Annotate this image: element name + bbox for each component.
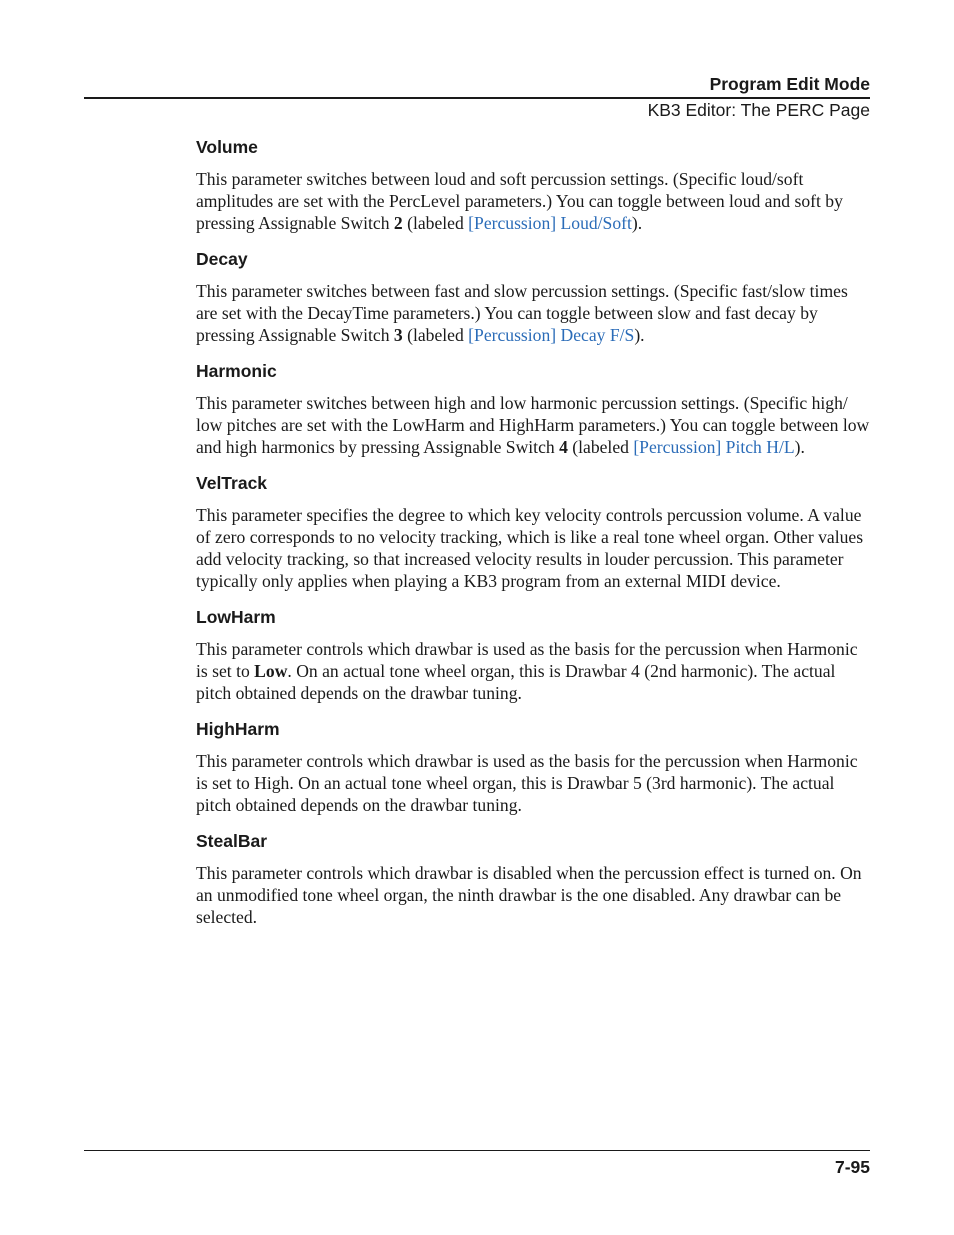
param-heading: Harmonic (196, 361, 277, 381)
section-title: KB3 Editor: The PERC Page (647, 100, 870, 120)
param-lowharm (196, 607, 872, 704)
param-heading: HighHarm (196, 719, 280, 739)
switch-label-link[interactable]: [Percussion] Pitch H/L (633, 437, 795, 457)
param-volume (196, 137, 872, 234)
switch-label-link[interactable]: [Percussion] Loud/Soft (468, 213, 632, 233)
param-description: This parameter switches between loud and soft percussion settings. (Specific loud/soft amplitudes are set with the PercLevel parameters.) You can toggle between loud and soft by pressing Assignable Switch 2 (labeled [Percussion] Loud/Soft). (196, 169, 843, 233)
switch-label-link[interactable]: [Percussion] Decay F/S (468, 325, 635, 345)
param-description: This parameter controls which drawbar is used as the basis for the percussion when Harmonic is set to High. On an actual tone wheel organ, this is Drawbar 5 (3rd harmonic). The actual pitch obtained depends on the drawbar tuning. (196, 751, 858, 815)
param-stealbar (196, 831, 872, 928)
switch-number: 3 (393, 325, 403, 345)
param-heading: VelTrack (196, 473, 268, 493)
header-rule (84, 97, 870, 99)
param-highharm (196, 719, 872, 816)
param-description: This parameter switches between fast and slow percussion settings. (Specific fast/slow times are set with the DecayTime parameters.) You can toggle between slow and fast decay by pressing Assignable Switch 3 (labeled [Percussion] Decay F/S). (196, 281, 848, 345)
param-heading: LowHarm (196, 607, 276, 627)
switch-number: 2 (393, 213, 403, 233)
param-harmonic (196, 361, 872, 458)
param-veltrack (196, 473, 872, 592)
footer-rule (84, 1150, 870, 1151)
page-number: 7-95 (834, 1157, 870, 1177)
switch-number: 4 (559, 437, 568, 457)
page-content (196, 137, 872, 943)
param-heading: Decay (196, 249, 248, 269)
param-description: This parameter specifies the degree to which key velocity controls percussion volume. A value of zero corresponds to no velocity tracking, which is like a real tone wheel organ. Other values add velocity tracking, so that increased velocity results in louder percussion. This parameter typically only applies when playing a KB3 program from an external MIDI device. (196, 505, 864, 591)
param-decay (196, 249, 872, 346)
param-description: This parameter switches between high and low harmonic percussion settings. (Specific high/ low pitches are set with the LowHarm and HighHarm parameters.) You can toggle between low and high harmonics by pressing Assignable Switch 4 (labeled [Percussion] Pitch H/L). (196, 393, 870, 457)
param-description: This parameter controls which drawbar is used as the basis for the percussion when Harmonic is set to Low. On an actual tone wheel organ, this is Drawbar 4 (2nd harmonic). The actual pitch obtained depends on the drawbar tuning. (196, 639, 858, 703)
param-heading: StealBar (196, 831, 268, 851)
chapter-title: Program Edit Mode (709, 74, 870, 94)
setting-value: Low (254, 661, 288, 681)
param-heading: Volume (196, 137, 258, 157)
param-description: This parameter controls which drawbar is disabled when the percussion effect is turned on. On an unmodified tone wheel organ, the ninth drawbar is the one disabled. Any drawbar can be selected. (196, 863, 862, 927)
